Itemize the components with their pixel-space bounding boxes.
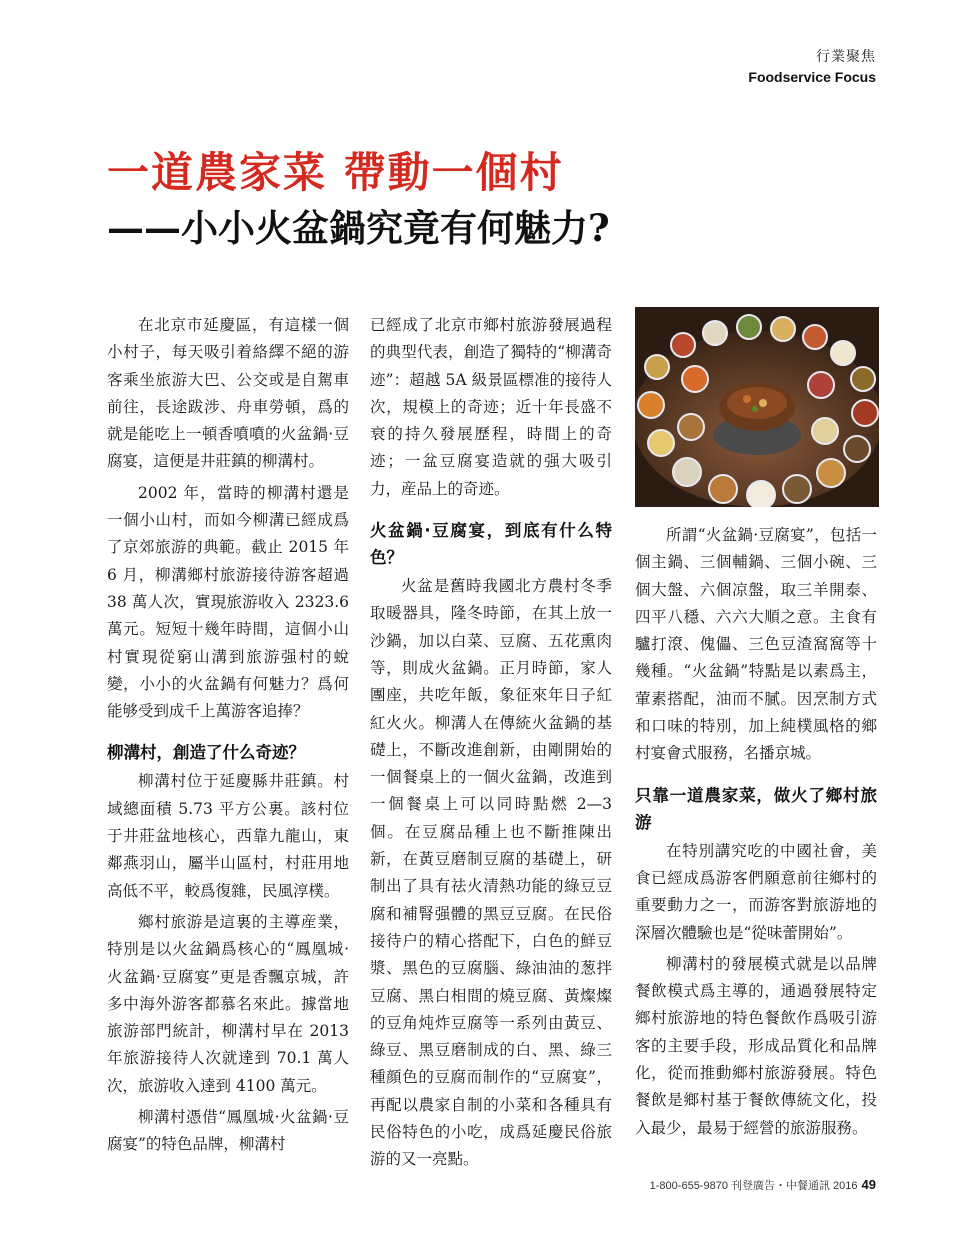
page-number: 49 (861, 1177, 876, 1192)
article-title: 一道農家菜 帶動一個村 (107, 148, 564, 197)
footer-text: 1-800-655-9870 刊登廣告・中餐通訊 2016 (649, 1180, 858, 1192)
section-label-zh: 行業聚焦 (816, 49, 876, 65)
section-header (748, 46, 876, 85)
paragraph: 柳溝村憑借“鳳凰城·火盆鍋·豆腐宴”的特色品牌，柳溝村 (107, 1108, 349, 1154)
paragraph: 鄉村旅游是這裏的主導産業，特別是以火盆鍋爲核心的“鳳凰城·火盆鍋·豆腐宴”更是香飄京城，許多中海外游客都慕名來此。據當地旅游部門統計，柳溝村早在 2013 年旅游接待人次就達到 70.1 萬人次，旅游收入達到 4100 萬元。 (107, 912, 349, 1095)
section-heading: 只靠一道農家菜，做火了鄉村旅游 (635, 785, 877, 832)
food-banquet-illustration (635, 307, 879, 507)
food-banquet-photo (635, 307, 879, 507)
paragraph: 已經成了北京市鄉村旅游發展過程的典型代表，創造了獨特的“柳溝奇迹”：超越 5A 級景區標准的接待人次，規模上的奇迹；近十年長盛不衰的持久發展歷程，時間上的奇迹；一盆豆腐宴造就的强大吸引力，産品上的奇迹。 (370, 316, 612, 498)
paragraph: 在特別講究吃的中國社會，美食已經成爲游客們願意前往鄉村的重要動力之一，而游客對旅游地的深層次體驗也是“從味蕾開始”。 (635, 841, 877, 942)
paragraph: 所謂“火盆鍋·豆腐宴”，包括一個主鍋、三個輔鍋、三個小碗、三個大盤、六個凉盤，取三羊開泰、四平八穩、六六大順之意。主食有驢打滾、傀儡、三色豆渣窩窩等十幾種。“火盆鍋”特點是以素爲主，葷素搭配，油而不膩。因烹制方式和口味的特別，加上純樸風格的鄉村宴會式服務，名播京城。 (635, 526, 877, 763)
section-label-en: Foodservice Focus (748, 69, 876, 85)
paragraph: 火盆是舊時我國北方農村冬季取暖器具，隆冬時節，在其上放一沙鍋，加以白菜、豆腐、五花熏肉等，則成火盆鍋。正月時節，家人團座，共吃年飯，象征來年日子紅紅火火。柳溝人在傳統火盆鍋的基礎上，不斷改進創新，由剛開始的一個餐桌上的一個火盆鍋，改進到一個餐桌上可以同時點燃 2—3 個。在豆腐品種上也不斷推陳出新，在黃豆磨制豆腐的基礎上，研制出了具有祛火清熱功能的綠豆豆腐和補腎强體的黑豆豆腐。在民俗接待户的精心搭配下，白色的鮮豆漿、黑色的豆腐腦、綠油油的葱拌豆腐、黑白相間的燒豆腐、黃燦燦的豆角炖炸豆腐等一系列由黃豆、綠豆、黑豆磨制成的白、黑、綠三種顔色的豆腐而制作的“豆腐宴”，再配以農家自制的小菜和各種具有民俗特色的小吃，成爲延慶民俗旅游的又一亮點。 (370, 577, 612, 1169)
section-heading: 柳溝村，創造了什么奇迹？ (107, 743, 305, 763)
paragraph: 柳溝村位于延慶縣井莊鎮。村域總面積 5.73 平方公裏。該村位于井莊盆地核心，西靠九龍山，東鄰燕羽山，屬半山區村，村莊用地高低不平，較爲復雜，民風淳樸。 (107, 772, 349, 900)
paragraph: 2002 年，當時的柳溝村還是一個小山村，而如今柳溝已經成爲了京郊旅游的典範。截止 2015 年 6 月，柳溝鄉村旅游接待游客超過 38 萬人次，實現旅游收入 2323.6 萬元。短短十幾年時間，這個小山村實現從窮山溝到旅游强村的蛻變，小小的火盆鍋有何魅力？爲何能够受到成千上萬游客追捧？ (107, 483, 349, 721)
section-heading: 火盆鍋·豆腐宴，到底有什么特色？ (370, 521, 612, 568)
text-column-2 (370, 312, 612, 1178)
page-footer (650, 1177, 876, 1193)
paragraph: 柳溝村的發展模式就是以品牌餐飲模式爲主導的，通過發展特定鄉村旅游地的特色餐飲作爲吸引游客的主要手段，形成品質化和品牌化，從而推動鄉村旅游發展。特色餐飲是鄉村基于餐飲傳統文化，投入最少，最易于經營的旅游服務。 (635, 954, 877, 1137)
text-column-3 (635, 522, 877, 1146)
paragraph: 在北京市延慶區，有這樣一個小村子，每天吸引着絡繹不絕的游客乘坐旅游大巴、公交或是自駕車前往，長途跋涉、舟車勞頓，爲的就是能吃上一頓香噴噴的火盆鍋·豆腐宴，這便是井莊鎮的柳溝村。 (107, 316, 349, 471)
text-column-1 (107, 312, 349, 1163)
article-subtitle: ——小小火盆鍋究竟有何魅力? (107, 206, 610, 250)
